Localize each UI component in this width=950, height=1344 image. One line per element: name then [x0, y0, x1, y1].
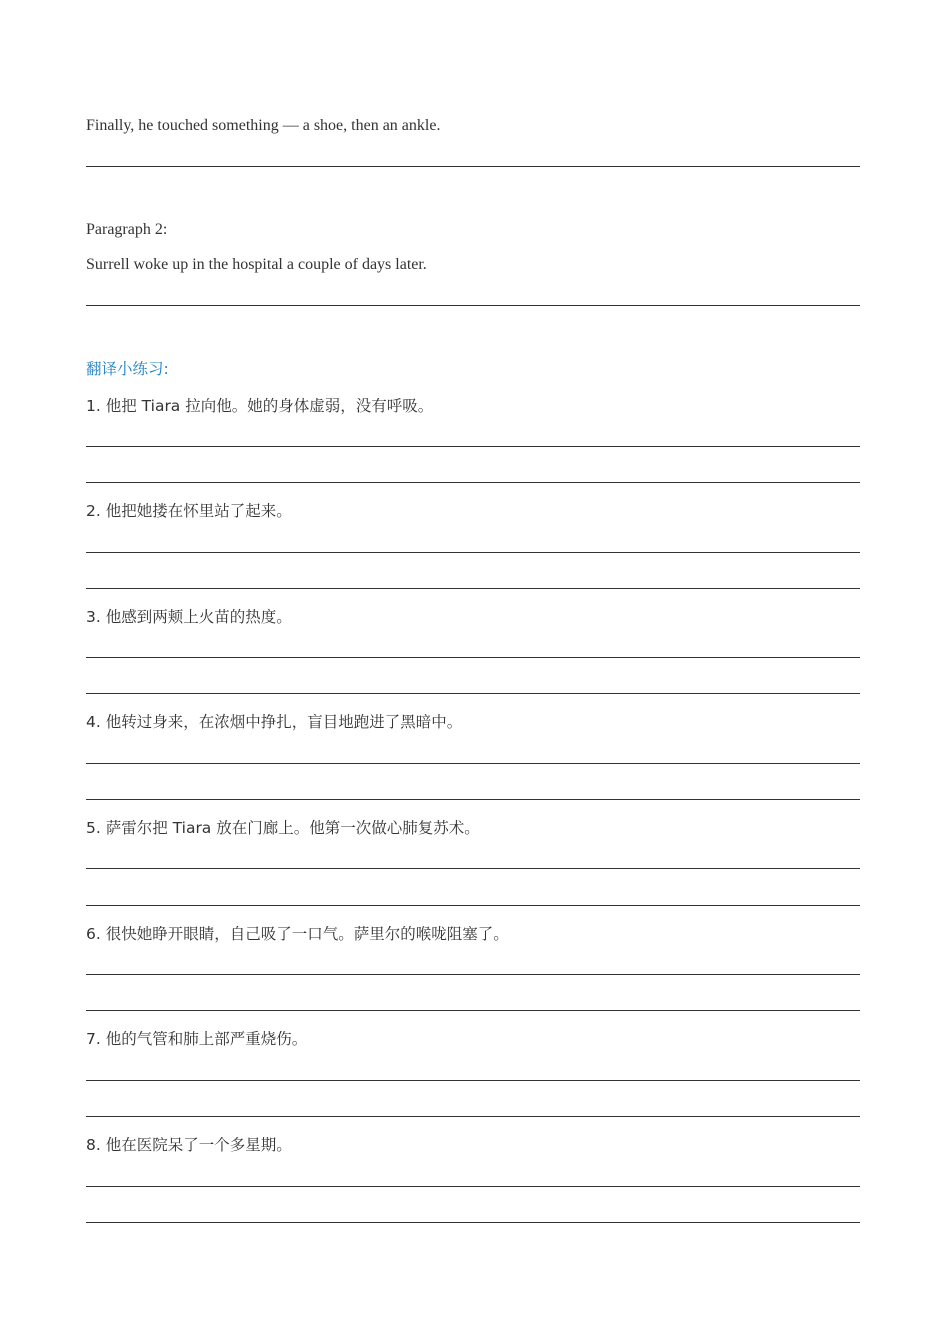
- translation-item-6: 6. 很快她睁开眼睛，自己吸了一口气。萨里尔的喉咙阻塞了。: [86, 925, 509, 943]
- paragraph2-label: Paragraph 2:: [86, 221, 168, 238]
- answer-line: [86, 763, 860, 764]
- answer-line: [86, 1186, 860, 1187]
- answer-line: [86, 799, 860, 800]
- translation-item-7: 7. 他的气管和肺上部严重烧伤。: [86, 1030, 308, 1048]
- translation-item-4: 4. 他转过身来，在浓烟中挣扎，盲目地跑进了黑暗中。: [86, 713, 463, 731]
- paragraph1-last-sentence: Finally, he touched something — a shoe, then an ankle.: [86, 117, 441, 134]
- answer-line: [86, 905, 860, 906]
- answer-line: [86, 693, 860, 694]
- answer-line: [86, 1222, 860, 1223]
- answer-line: [86, 166, 860, 167]
- answer-line: [86, 1116, 860, 1117]
- answer-line: [86, 657, 860, 658]
- answer-line: [86, 974, 860, 975]
- translation-item-1: 1. 他把 Tiara 拉向他。她的身体虚弱，没有呼吸。: [86, 397, 434, 415]
- answer-line: [86, 482, 860, 483]
- answer-line: [86, 588, 860, 589]
- answer-line: [86, 305, 860, 306]
- paragraph2-sentence: Surrell woke up in the hospital a couple of days later.: [86, 256, 427, 273]
- translation-heading: 翻译小练习:: [86, 360, 169, 378]
- answer-line: [86, 1080, 860, 1081]
- translation-item-8: 8. 他在医院呆了一个多星期。: [86, 1136, 292, 1154]
- translation-item-5: 5. 萨雷尔把 Tiara 放在门廊上。他第一次做心肺复苏术。: [86, 819, 480, 837]
- answer-line: [86, 868, 860, 869]
- answer-line: [86, 552, 860, 553]
- answer-line: [86, 446, 860, 447]
- translation-item-3: 3. 他感到两颊上火苗的热度。: [86, 608, 292, 626]
- translation-item-2: 2. 他把她搂在怀里站了起来。: [86, 502, 292, 520]
- answer-line: [86, 1010, 860, 1011]
